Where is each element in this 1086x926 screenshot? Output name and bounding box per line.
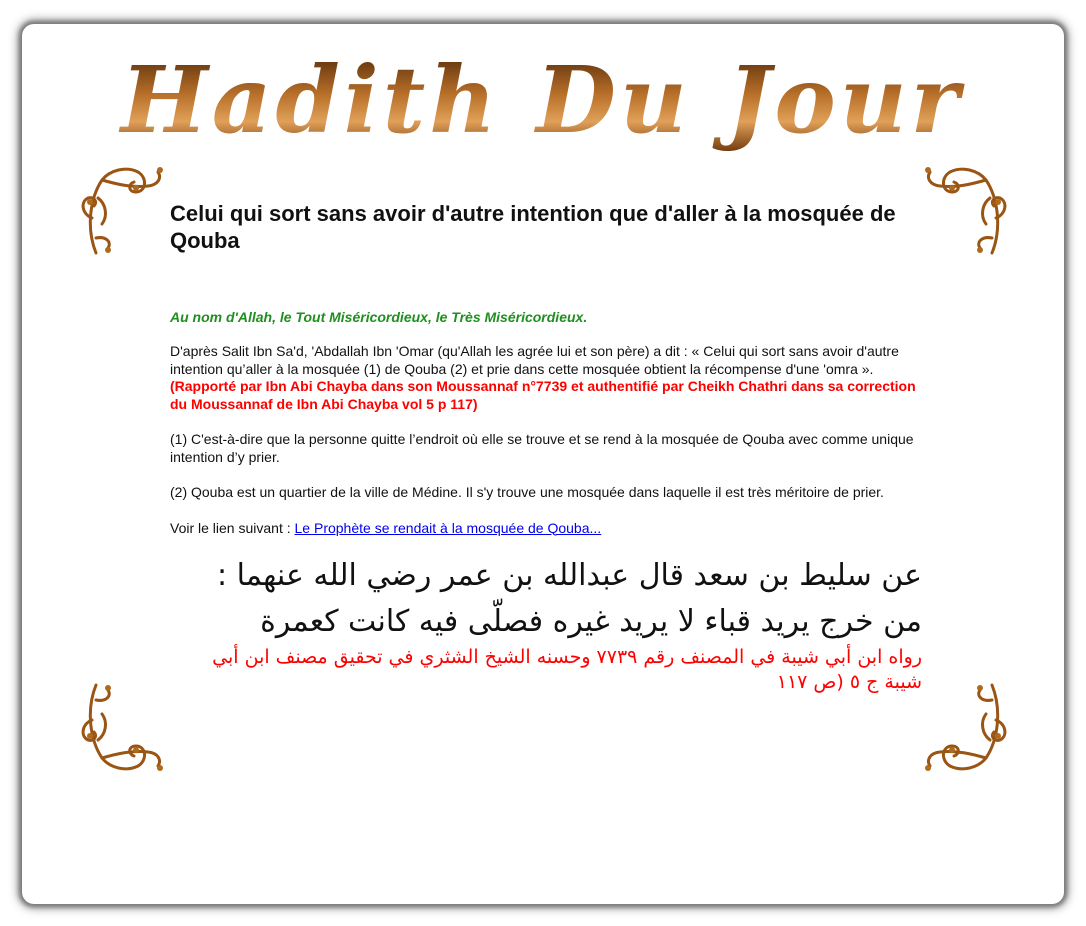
hadith-content <box>170 200 922 695</box>
arabic-hadith-text: عن سليط بن سعد قال عبدالله بن عمر رضي الله عنهما : من خرج يريد قباء لا يريد غيره فصلّى فيه كانت كعمرة <box>216 558 922 639</box>
floral-corner-ornament-icon <box>922 680 1012 780</box>
floral-corner-ornament-icon <box>76 158 166 258</box>
hadith-text: D'après Salit Ibn Sa'd, 'Abdallah Ibn 'Omar (qu'Allah les agrée lui et son père) a dit : « Celui qui sort sans avoir d'autre intention qu’aller à la mosquée (1) de Qouba (2) et prie dans cette mosquée obtient la récompense d'une 'omra ». <box>170 343 899 377</box>
note-1: (1) C'est-à-dire que la personne quitte l’endroit où elle se trouve et se rend à la mosquée de Qouba avec comme unique intention d’y prier. <box>170 431 914 465</box>
page-frame <box>22 24 1064 904</box>
bismillah-line: Au nom d'Allah, le Tout Miséricordieux, le Très Miséricordieux. <box>170 309 588 325</box>
arabic-section <box>170 553 922 695</box>
see-also-link[interactable]: Le Prophète se rendait à la mosquée de Qouba... <box>294 519 602 536</box>
arabic-hadith-source: رواه ابن أبي شيبة في المصنف رقم ٧٧٣٩ وحسنه الشيخ الشثري في تحقيق مصنف ابن أبي شيبة ج ٥ (ص ١١٧ <box>212 646 922 693</box>
hadith-du-jour-banner <box>120 34 964 174</box>
hadith-source: (Rapporté par Ibn Abi Chayba dans son Moussannaf n°7739 et authentifié par Cheikh Chathri dans sa correction du Moussannaf de Ibn Abi Chayba vol 5 p 117) <box>170 378 916 412</box>
see-also-label: Voir le lien suivant : <box>170 519 295 536</box>
floral-corner-ornament-icon <box>922 158 1012 258</box>
floral-corner-ornament-icon <box>76 680 166 780</box>
note-2: (2) Qouba est un quartier de la ville de Médine. Il s'y trouve une mosquée dans laquelle il est très méritoire de prier. <box>170 484 884 500</box>
hadith-title: Celui qui sort sans avoir d'autre intention que d'aller à la mosquée de Qouba <box>170 201 896 253</box>
banner-title: Hadith Du Jour <box>120 46 964 154</box>
see-also-line <box>170 520 922 538</box>
